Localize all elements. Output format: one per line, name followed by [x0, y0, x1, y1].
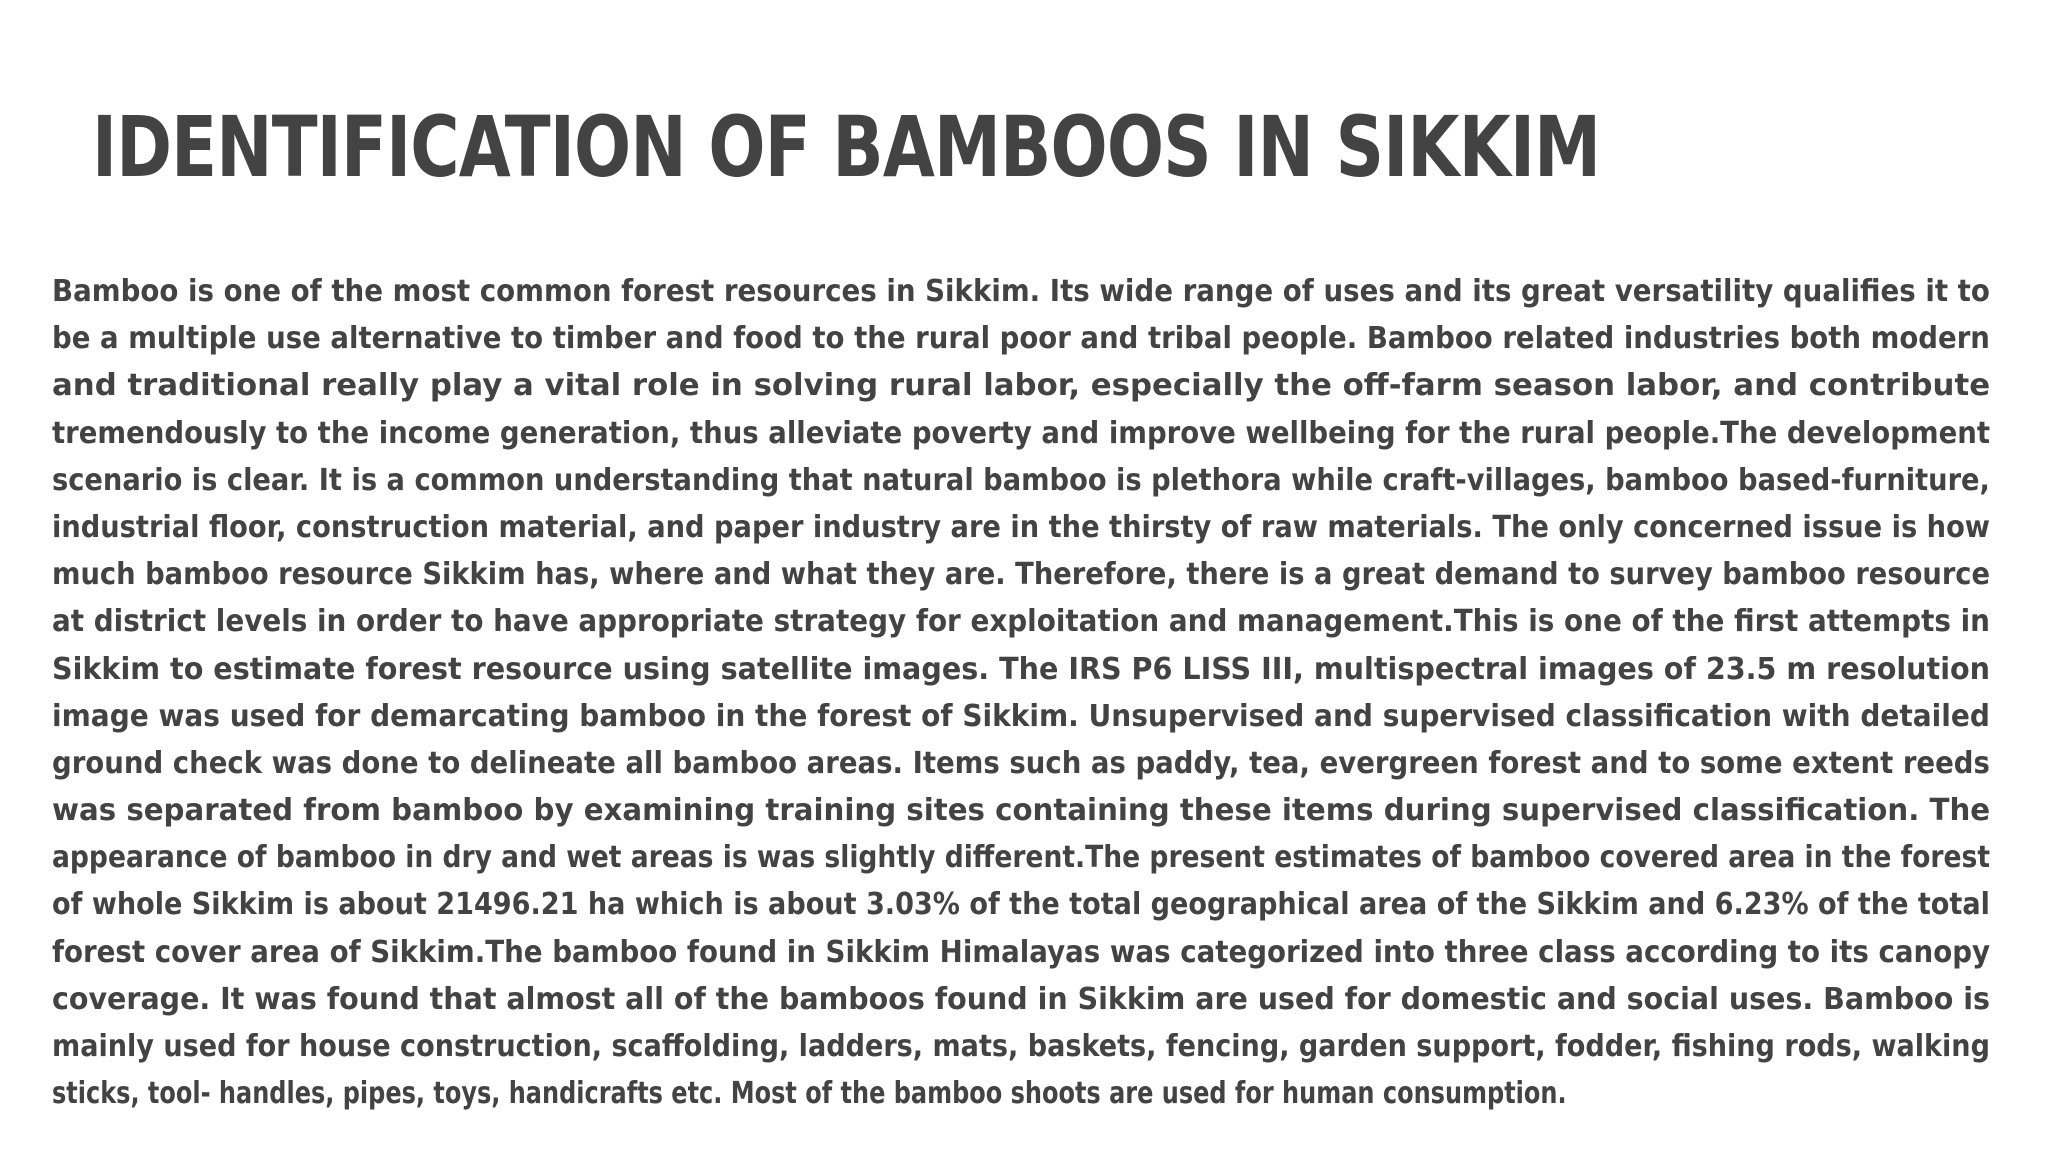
paragraph-line: mainly used for house construction, scaffolding, ladders, mats, baskets, fencing, garden support, fodder, fishing rods, walking: [52, 1029, 1990, 1064]
paragraph-line: Bamboo is one of the most common forest resources in Sikkim. Its wide range of uses and its great versatility qualifies it to: [52, 274, 1990, 309]
paragraph-line: at district levels in order to have appropriate strategy for exploitation and management.This is one of the first attempts in: [52, 604, 1990, 640]
paragraph-line: be a multiple use alternative to timber and food to the rural poor and tribal people. Bamboo related industries both modern: [52, 321, 1990, 357]
paragraph-line: much bamboo resource Sikkim has, where and what they are. Therefore, there is a great demand to survey bamboo resource: [52, 557, 1990, 593]
paragraph-line: was separated from bamboo by examining training sites containing these items during supervised classification. The: [52, 793, 1990, 829]
paragraph-line: appearance of bamboo in dry and wet areas is was slightly different.The present estimates of bamboo covered area in the forest: [52, 840, 1990, 876]
paragraph-line: ground check was done to delineate all bamboo areas. Items such as paddy, tea, evergreen forest and to some extent reeds: [52, 745, 1990, 781]
paragraph-line: tremendously to the income generation, thus alleviate poverty and improve wellbeing for the rural people.The development: [52, 415, 1990, 451]
paragraph-line: and traditional really play a vital role in solving rural labor, especially the off-farm season labor, and contribute: [52, 368, 1990, 404]
body-paragraph: [52, 268, 1990, 1117]
paragraph-line: image was used for demarcating bamboo in the forest of Sikkim. Unsupervised and supervised classification with detailed: [52, 698, 1990, 734]
paragraph-line: sticks, tool- handles, pipes, toys, handicrafts etc. Most of the bamboo shoots are used for human consumption.: [52, 1076, 1567, 1112]
paragraph-line: industrial floor, construction material, and paper industry are in the thirsty of raw materials. The only concerned issue is how: [52, 509, 1990, 545]
paragraph-line: scenario is clear. It is a common understanding that natural bamboo is plethora while craft-villages, bamboo based-furniture,: [52, 462, 1990, 498]
slide-title: IDENTIFICATION OF BAMBOOS IN SIKKIM: [92, 98, 1601, 196]
paragraph-line: forest cover area of Sikkim.The bamboo found in Sikkim Himalayas was categorized into three class according to its canopy: [52, 934, 1990, 970]
paragraph-line: of whole Sikkim is about 21496.21 ha which is about 3.03% of the total geographical area of the Sikkim and 6.23% of the total: [52, 887, 1990, 923]
paragraph-line: coverage. It was found that almost all of the bamboos found in Sikkim are used for domestic and social uses. Bamboo is: [52, 981, 1990, 1017]
paragraph-line: Sikkim to estimate forest resource using satellite images. The IRS P6 LISS III, multispectral images of 23.5 m resolution: [52, 651, 1990, 687]
